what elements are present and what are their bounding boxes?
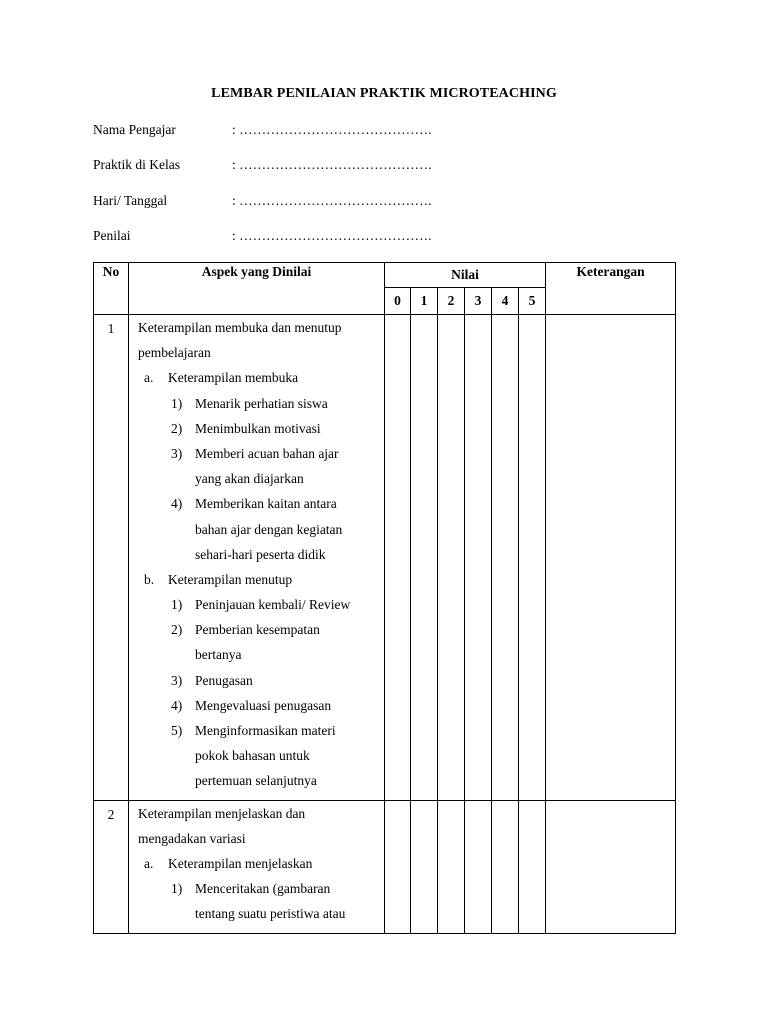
aspect-line: Keterampilan membuka dan menutup bbox=[138, 320, 342, 335]
score-cell-2 bbox=[438, 315, 465, 801]
aspect-indicator bbox=[138, 876, 380, 901]
field-label: Praktik di Kelas bbox=[93, 157, 180, 172]
aspect-continuation: bahan ajar dengan kegiatan bbox=[195, 521, 343, 537]
field-label: Hari/ Tanggal bbox=[93, 193, 168, 208]
list-marker: 1) bbox=[171, 881, 183, 897]
list-text: Keterampilan menjelaskan bbox=[168, 855, 313, 871]
aspect-indicator bbox=[138, 491, 380, 516]
header-nilai: Nilai bbox=[385, 263, 546, 288]
list-marker: 2) bbox=[171, 420, 183, 436]
aspect-subitem bbox=[138, 567, 380, 592]
list-text: Memberikan kaitan antara bbox=[195, 496, 337, 512]
aspect-indicator bbox=[138, 441, 380, 466]
score-cell-3 bbox=[465, 315, 492, 801]
aspect-cell bbox=[129, 315, 385, 801]
score-cell-4 bbox=[492, 315, 519, 801]
aspect-continuation: tentang suatu peristiwa atau bbox=[195, 906, 346, 922]
header-no: No bbox=[94, 263, 129, 315]
list-text: Menceritakan (gambaran bbox=[195, 881, 331, 897]
list-marker: 3) bbox=[171, 672, 183, 688]
list-marker: a. bbox=[144, 370, 154, 386]
list-text: Penugasan bbox=[195, 672, 253, 688]
list-marker: 4) bbox=[171, 697, 183, 713]
list-text: Peninjauan kembali/ Review bbox=[195, 597, 351, 613]
score-header-1: 1 bbox=[411, 288, 438, 315]
score-cell-0 bbox=[385, 315, 411, 801]
field-value: : ……………………………………. bbox=[232, 122, 432, 137]
document-title: LEMBAR PENILAIAN PRAKTIK MICROTEACHING bbox=[211, 86, 557, 101]
list-marker: 4) bbox=[171, 496, 183, 512]
table-row bbox=[94, 315, 676, 801]
score-cell-0 bbox=[385, 800, 411, 933]
aspect-indicator bbox=[138, 592, 380, 617]
aspect-indicator bbox=[138, 693, 380, 718]
keterangan-cell bbox=[546, 800, 676, 933]
list-marker: 1) bbox=[171, 597, 183, 613]
score-header-4: 4 bbox=[492, 288, 519, 315]
table-body bbox=[94, 315, 676, 934]
score-header-5: 5 bbox=[519, 288, 546, 315]
field-label: Nama Pengajar bbox=[93, 122, 176, 137]
score-cell-1 bbox=[411, 800, 438, 933]
aspect-line: pembelajaran bbox=[138, 345, 211, 361]
field-value: : ……………………………………. bbox=[232, 228, 432, 243]
list-text: Keterampilan menutup bbox=[168, 571, 293, 587]
aspect-continuation: pertemuan selanjutnya bbox=[195, 773, 317, 789]
score-cell-5 bbox=[519, 800, 546, 933]
header-aspek: Aspek yang Dinilai bbox=[129, 263, 385, 315]
list-marker: 1) bbox=[171, 395, 183, 411]
aspect-line: Keterampilan menjelaskan dan bbox=[138, 805, 306, 821]
row-number: 1 bbox=[94, 315, 129, 801]
aspect-subitem bbox=[138, 851, 380, 876]
score-cell-2 bbox=[438, 800, 465, 933]
aspect-continuation: yang akan diajarkan bbox=[195, 471, 304, 487]
list-marker: 5) bbox=[171, 723, 183, 738]
score-cell-3 bbox=[465, 800, 492, 933]
aspect-continuation: sehari-hari peserta didik bbox=[195, 546, 326, 562]
aspect-indicator bbox=[138, 718, 380, 743]
aspect-line: mengadakan variasi bbox=[138, 830, 246, 846]
score-cell-1 bbox=[411, 315, 438, 801]
list-marker: 3) bbox=[171, 445, 183, 461]
score-header-2: 2 bbox=[438, 288, 465, 315]
aspect-indicator bbox=[138, 617, 380, 642]
list-marker: 2) bbox=[171, 622, 183, 638]
list-text: Menimbulkan motivasi bbox=[195, 420, 321, 436]
list-text: Menarik perhatian siswa bbox=[195, 395, 328, 411]
aspect-indicator bbox=[138, 391, 380, 416]
score-cell-5 bbox=[519, 315, 546, 801]
aspect-continuation: bertanya bbox=[195, 647, 242, 663]
list-marker: a. bbox=[144, 855, 154, 871]
field-value: : ……………………………………. bbox=[232, 193, 432, 208]
assessment-table bbox=[93, 262, 676, 934]
aspect-cell bbox=[129, 800, 385, 933]
list-text: Pemberian kesempatan bbox=[195, 622, 320, 638]
list-text: Memberi acuan bahan ajar bbox=[195, 445, 339, 461]
row-number: 2 bbox=[94, 800, 129, 933]
header-keterangan: Keterangan bbox=[546, 263, 676, 315]
score-cell-4 bbox=[492, 800, 519, 933]
table-row bbox=[94, 800, 676, 933]
header-row bbox=[94, 263, 676, 288]
score-header-0: 0 bbox=[385, 288, 411, 315]
list-text: Menginformasikan materi bbox=[195, 723, 336, 738]
keterangan-cell bbox=[546, 315, 676, 801]
list-marker: b. bbox=[144, 571, 155, 587]
aspect-continuation: pokok bahasan untuk bbox=[195, 748, 310, 764]
list-text: Keterampilan membuka bbox=[168, 370, 299, 386]
aspect-subitem bbox=[138, 365, 380, 390]
list-text: Mengevaluasi penugasan bbox=[195, 697, 332, 713]
aspect-indicator bbox=[138, 416, 380, 441]
score-header-3: 3 bbox=[465, 288, 492, 315]
field-label: Penilai bbox=[93, 228, 131, 243]
aspect-indicator bbox=[138, 668, 380, 693]
field-value: : ……………………………………. bbox=[232, 157, 432, 172]
